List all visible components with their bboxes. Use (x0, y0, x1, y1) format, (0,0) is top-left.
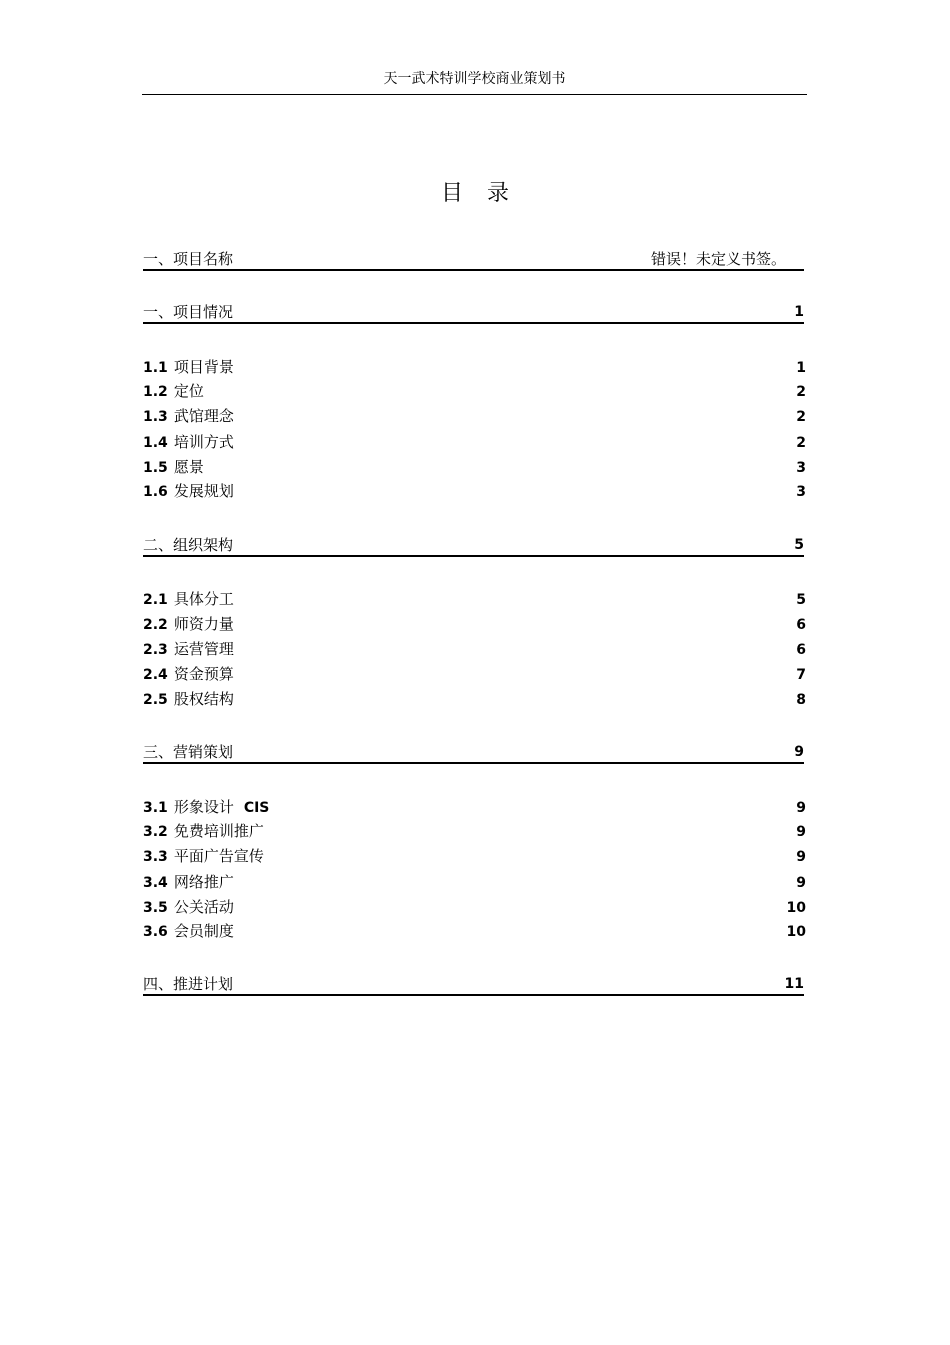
toc-entry-number: 1.4 (143, 435, 168, 451)
toc-entry-label: 二、组织架构 (143, 536, 234, 554)
toc-entry-plan[interactable] (143, 972, 804, 996)
toc-entry-page: 2 (796, 409, 806, 425)
toc-entry-page: 10 (786, 924, 806, 940)
toc-entry-label: 平面广告宣传 (173, 847, 264, 865)
toc-entry-page: 9 (794, 744, 804, 760)
toc-entry-1-6[interactable] (143, 480, 806, 502)
toc-entry-label: 愿景 (173, 458, 204, 476)
toc-entry-label: 一、项目情况 (143, 303, 234, 321)
toc-entry-label: 股权结构 (173, 690, 234, 708)
toc-entry-2-4[interactable] (143, 663, 806, 685)
toc-entry-page: 2 (796, 384, 806, 400)
toc-entry-page: 错误！未定义书签。 (650, 250, 786, 268)
toc-entry-3-4[interactable] (143, 871, 806, 893)
toc-entry-label: 运营管理 (173, 640, 234, 658)
toc-entry-label: 项目背景 (173, 358, 234, 376)
toc-entry-number: 3.6 (143, 924, 168, 940)
toc-entry-project-name[interactable] (143, 247, 804, 271)
toc-entry-3-5[interactable] (143, 896, 806, 918)
toc-entry-label: 四、推进计划 (143, 975, 234, 993)
toc-entry-label: 会员制度 (173, 922, 234, 940)
toc-entry-page: 1 (794, 304, 804, 320)
toc-entry-2-3[interactable] (143, 638, 806, 660)
toc-entry-marketing[interactable] (143, 740, 804, 764)
toc-entry-page: 1 (796, 360, 806, 376)
toc-entry-page: 5 (796, 592, 806, 608)
toc-entry-1-5[interactable] (143, 456, 806, 478)
toc-entry-number: 2.5 (143, 692, 168, 708)
toc-entry-number: 1.6 (143, 484, 168, 500)
toc-entry-number: 1.5 (143, 460, 168, 476)
toc-entry-label: 公关活动 (173, 898, 234, 916)
toc-entry-2-5[interactable] (143, 688, 806, 710)
toc-entry-number: 3.5 (143, 900, 168, 916)
toc-entry-1-2[interactable] (143, 380, 806, 402)
toc-entry-number: 2.2 (143, 617, 168, 633)
toc-entry-number: 1.2 (143, 384, 168, 400)
toc-entry-label: 一、项目名称 (143, 250, 234, 268)
toc-entry-label: 定位 (173, 382, 204, 400)
toc-entry-label: 发展规划 (173, 482, 234, 500)
toc-title: 目录 (440, 181, 533, 206)
toc-entry-number: 3.1 (143, 800, 168, 816)
toc-entry-page: 5 (794, 537, 804, 553)
toc-entry-page: 3 (796, 484, 806, 500)
toc-entry-2-1[interactable] (143, 588, 806, 610)
toc-entry-number: 1.1 (143, 360, 168, 376)
toc-entry-label: 武馆理念 (173, 407, 234, 425)
toc-entry-label: 网络推广 (173, 873, 234, 891)
toc-entry-3-6[interactable] (143, 920, 806, 942)
toc-entry-3-2[interactable] (143, 820, 806, 842)
toc-entry-number: 2.1 (143, 592, 168, 608)
toc-entry-page: 6 (796, 617, 806, 633)
toc-entry-label: 资金预算 (173, 665, 234, 683)
toc-entry-page: 7 (796, 667, 806, 683)
toc-entry-page: 6 (796, 642, 806, 658)
toc-entry-number: 3.2 (143, 824, 168, 840)
toc-entry-label: 培训方式 (173, 433, 234, 451)
toc-entry-label-latin: CIS (243, 800, 270, 816)
toc-entry-2-2[interactable] (143, 613, 806, 635)
toc-entry-label: 形象设计 (173, 798, 234, 816)
toc-entry-label: 免费培训推广 (173, 822, 264, 840)
toc-entry-1-3[interactable] (143, 405, 806, 427)
running-header: 天一武术特训学校商业策划书 (383, 71, 566, 87)
toc-entry-number: 3.3 (143, 849, 168, 865)
toc-entry-page: 10 (786, 900, 806, 916)
header-rule (142, 94, 807, 95)
toc-entry-label: 师资力量 (173, 615, 234, 633)
toc-entry-number: 2.3 (143, 642, 168, 658)
toc-entry-1-1[interactable] (143, 356, 806, 378)
toc-entry-number: 3.4 (143, 875, 168, 891)
toc-entry-page: 9 (796, 824, 806, 840)
toc-entry-organization[interactable] (143, 533, 804, 557)
toc-entry-page: 2 (796, 435, 806, 451)
toc-entry-project-overview[interactable] (143, 300, 804, 324)
toc-entry-number: 1.3 (143, 409, 168, 425)
toc-entry-number: 2.4 (143, 667, 168, 683)
toc-entry-3-1[interactable] (143, 796, 806, 818)
toc-entry-page: 9 (796, 875, 806, 891)
toc-entry-page: 8 (796, 692, 806, 708)
toc-entry-page: 3 (796, 460, 806, 476)
toc-entry-label: 具体分工 (173, 590, 234, 608)
toc-entry-page: 9 (796, 800, 806, 816)
toc-entry-page: 11 (784, 976, 804, 992)
toc-entry-3-3[interactable] (143, 845, 806, 867)
toc-entry-page: 9 (796, 849, 806, 865)
toc-entry-label: 三、营销策划 (143, 743, 234, 761)
toc-entry-1-4[interactable] (143, 431, 806, 453)
